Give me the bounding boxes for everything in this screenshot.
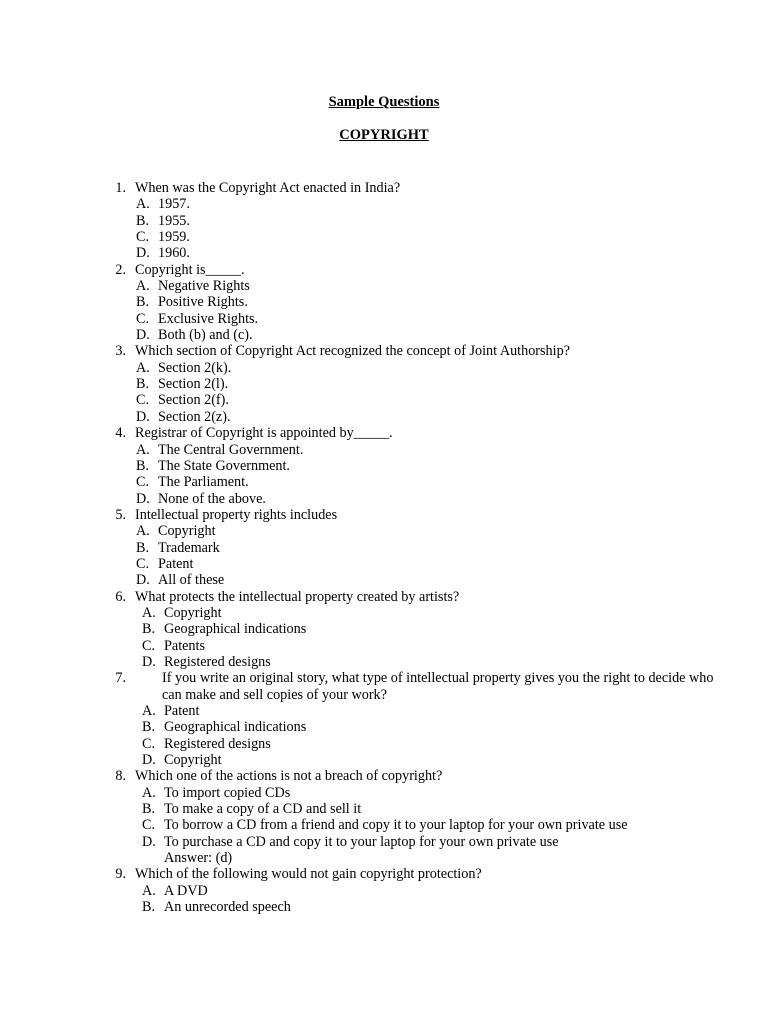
question-2 xyxy=(108,262,708,344)
question-text: When was the Copyright Act enacted in India? xyxy=(135,180,401,196)
option-text: Geographical indications xyxy=(164,719,307,736)
option-text: An unrecorded speech xyxy=(164,899,291,916)
question-5 xyxy=(108,507,708,589)
question-number: 6. xyxy=(115,588,126,605)
option-text: Copyright xyxy=(158,523,216,540)
option-b xyxy=(108,540,708,556)
option-letter: B. xyxy=(142,719,156,736)
option-a xyxy=(108,196,708,212)
option-letter: C. xyxy=(136,310,150,327)
question-4 xyxy=(108,425,708,507)
question-9 xyxy=(108,866,708,915)
option-text: To purchase a CD and copy it to your laptop for your own private use xyxy=(164,833,559,850)
option-c xyxy=(108,311,708,327)
option-letter: D. xyxy=(136,245,150,262)
option-text: 1960. xyxy=(158,245,190,262)
option-d xyxy=(108,245,708,261)
option-a xyxy=(108,605,708,621)
option-letter: D. xyxy=(136,408,150,425)
question-number: 2. xyxy=(115,261,126,278)
option-text: Section 2(l). xyxy=(158,376,229,393)
question-number: 7. xyxy=(115,670,126,687)
option-text: Section 2(f). xyxy=(158,392,229,409)
question-number: 5. xyxy=(115,506,126,523)
option-d xyxy=(108,834,708,850)
question-text: Which of the following would not gain copyright protection? xyxy=(135,866,482,883)
option-text: All of these xyxy=(158,572,225,589)
option-letter: C. xyxy=(136,392,150,409)
option-a xyxy=(108,523,708,539)
option-text: Both (b) and (c). xyxy=(158,327,253,344)
question-text: Intellectual property rights includes xyxy=(135,506,338,523)
option-c xyxy=(108,474,708,490)
option-text: Copyright xyxy=(164,604,222,621)
option-c xyxy=(108,392,708,408)
option-c xyxy=(108,229,708,245)
option-d xyxy=(108,572,708,588)
option-text: The State Government. xyxy=(158,457,290,474)
question-number: 8. xyxy=(115,768,126,785)
option-letter: B. xyxy=(136,457,150,474)
answer-line xyxy=(108,850,708,866)
page-subtitle: COPYRIGHT xyxy=(339,127,429,143)
option-letter: B. xyxy=(136,376,150,393)
question-text: If you write an original story, what type of intellectual property gives you the right to decide who can make and sell copies of your work? xyxy=(162,670,714,703)
option-letter: B. xyxy=(136,539,150,556)
option-letter: C. xyxy=(142,735,156,752)
option-letter: A. xyxy=(136,196,150,213)
option-letter: A. xyxy=(136,441,150,458)
question-number: 3. xyxy=(115,343,126,360)
option-letter: C. xyxy=(136,474,150,491)
option-c xyxy=(108,556,708,572)
option-letter: C. xyxy=(136,555,150,572)
option-text: Section 2(k). xyxy=(158,359,232,376)
page-title: Sample Questions xyxy=(328,94,440,110)
option-text: A DVD xyxy=(164,882,208,899)
option-c xyxy=(108,817,708,833)
question-text: Which one of the actions is not a breach of copyright? xyxy=(135,768,443,785)
option-text: Patents xyxy=(164,637,205,654)
question-list xyxy=(108,180,714,916)
option-text: Negative Rights xyxy=(158,278,250,295)
option-letter: D. xyxy=(136,490,150,507)
question-number: 9. xyxy=(115,866,126,883)
option-text: 1959. xyxy=(158,229,190,246)
option-letter: B. xyxy=(142,899,156,916)
option-d xyxy=(108,409,708,425)
option-letter: A. xyxy=(142,882,156,899)
option-letter: C. xyxy=(142,637,156,654)
option-text: The Parliament. xyxy=(158,474,249,491)
option-text: To make a copy of a CD and sell it xyxy=(164,801,362,818)
option-text: To borrow a CD from a friend and copy it to your laptop for your own private use xyxy=(164,817,628,834)
option-letter: C. xyxy=(142,817,156,834)
option-letter: B. xyxy=(136,212,150,229)
option-a xyxy=(108,785,708,801)
question-number: 1. xyxy=(115,180,126,196)
answer-text: Answer: (d) xyxy=(164,850,233,867)
option-letter: A. xyxy=(142,703,156,719)
option-text: Geographical indications xyxy=(164,621,307,638)
option-text: To import copied CDs xyxy=(164,784,291,801)
option-text: Exclusive Rights. xyxy=(158,310,259,327)
option-b xyxy=(108,376,708,392)
option-letter: D. xyxy=(142,653,156,670)
option-a xyxy=(108,703,708,719)
option-letter: D. xyxy=(136,572,150,589)
option-letter: D. xyxy=(142,752,156,769)
option-c xyxy=(108,736,708,752)
option-d xyxy=(108,491,708,507)
option-text: None of the above. xyxy=(158,490,266,507)
option-letter: D. xyxy=(142,833,156,850)
option-letter: A. xyxy=(142,784,156,801)
option-letter: C. xyxy=(136,229,150,246)
option-letter: A. xyxy=(136,359,150,376)
option-text: Patent xyxy=(158,555,194,572)
option-b xyxy=(108,719,708,735)
option-a xyxy=(108,883,708,899)
option-text: Trademark xyxy=(158,539,220,556)
option-letter: D. xyxy=(136,327,150,344)
option-text: Patent xyxy=(164,703,200,719)
option-d xyxy=(108,654,708,670)
option-b xyxy=(108,213,708,229)
option-c xyxy=(108,638,708,654)
question-text: Registrar of Copyright is appointed by_____. xyxy=(135,425,393,442)
option-text: Copyright xyxy=(164,752,222,769)
option-b xyxy=(108,458,708,474)
question-text: What protects the intellectual property created by artists? xyxy=(135,588,460,605)
question-text: Which section of Copyright Act recognized the concept of Joint Authorship? xyxy=(135,343,570,360)
question-7 xyxy=(108,670,714,769)
question-3 xyxy=(108,343,708,425)
option-text: The Central Government. xyxy=(158,441,304,458)
option-letter: B. xyxy=(142,621,156,638)
option-a xyxy=(108,360,708,376)
option-text: Section 2(z). xyxy=(158,408,231,425)
option-d xyxy=(108,327,708,343)
option-letter: B. xyxy=(136,294,150,311)
option-text: 1957. xyxy=(158,196,190,213)
option-text: 1955. xyxy=(158,212,190,229)
option-b xyxy=(108,899,708,915)
question-1 xyxy=(108,180,708,262)
option-letter: A. xyxy=(142,604,156,621)
option-b xyxy=(108,801,708,817)
option-a xyxy=(108,442,708,458)
question-8 xyxy=(108,768,708,866)
option-d xyxy=(108,752,708,768)
option-letter: A. xyxy=(136,278,150,295)
option-text: Registered designs xyxy=(164,735,271,752)
option-b xyxy=(108,294,708,310)
question-6 xyxy=(108,589,708,671)
option-text: Positive Rights. xyxy=(158,294,248,311)
option-letter: B. xyxy=(142,801,156,818)
option-letter: A. xyxy=(136,523,150,540)
option-a xyxy=(108,278,708,294)
option-b xyxy=(108,621,708,637)
option-text: Registered designs xyxy=(164,653,271,670)
question-text: Copyright is_____. xyxy=(135,261,245,278)
question-number: 4. xyxy=(115,425,126,442)
